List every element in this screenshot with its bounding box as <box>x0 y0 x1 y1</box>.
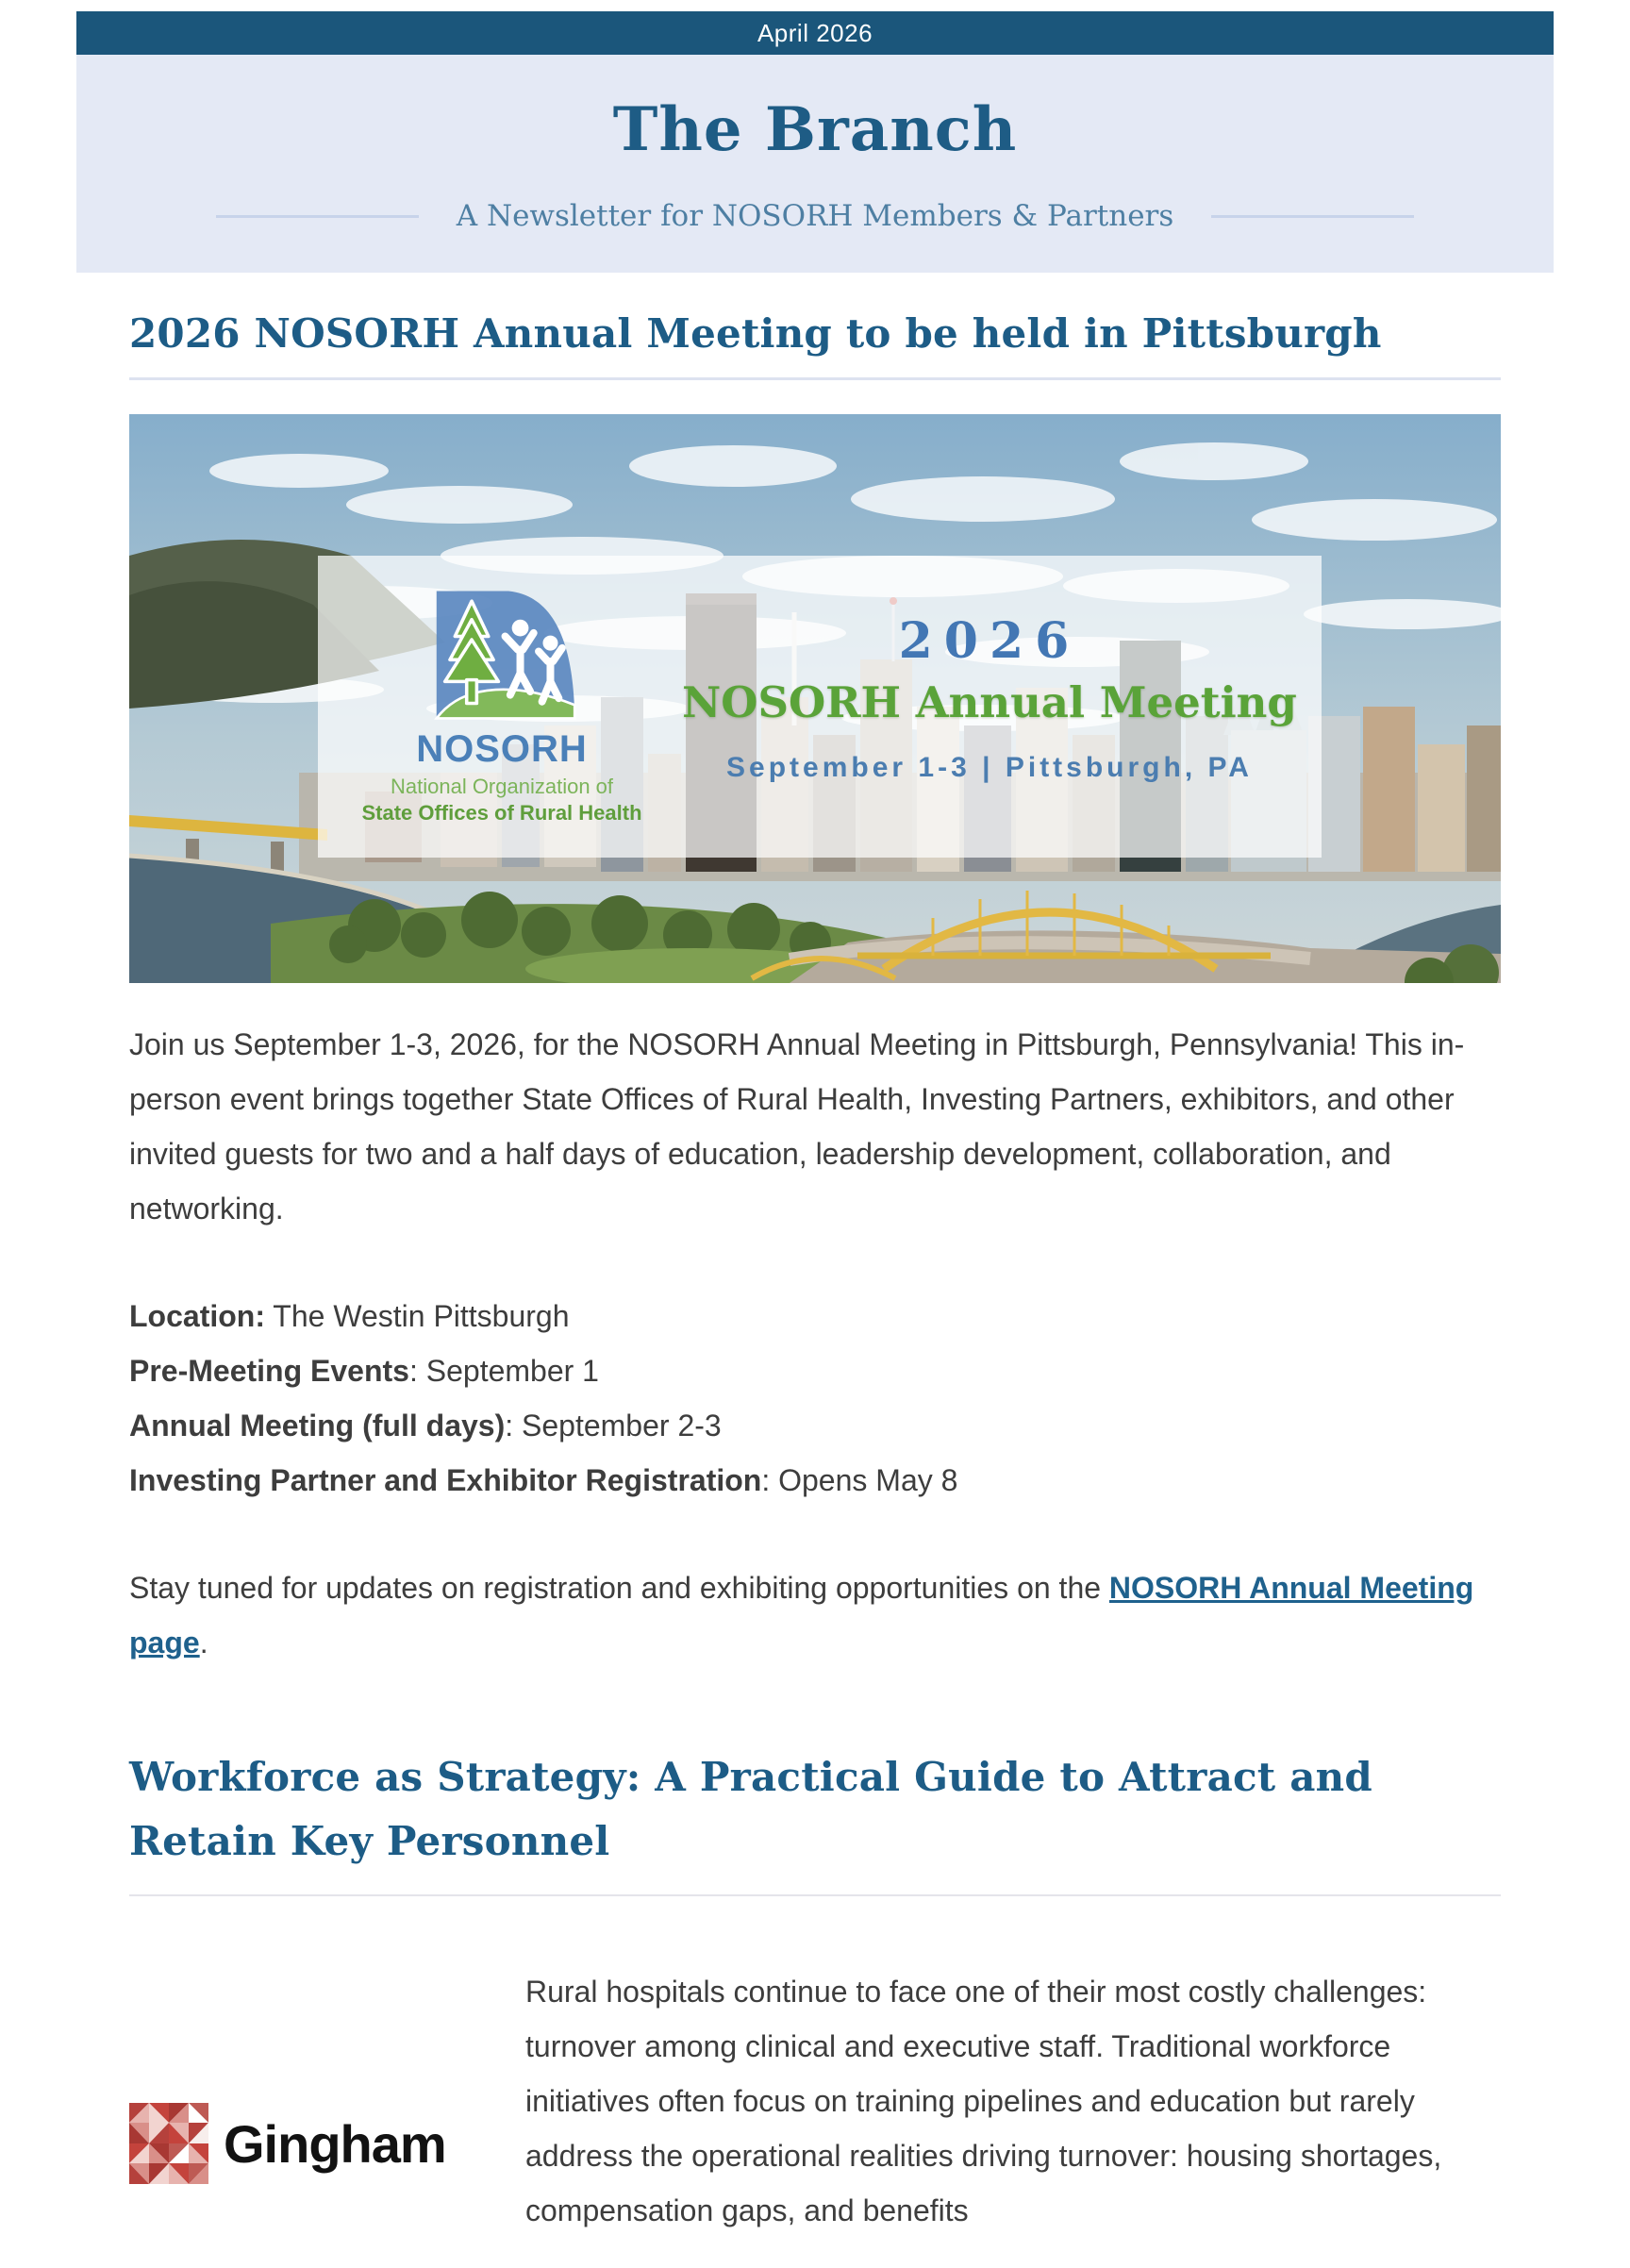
detail-annual-meeting: Annual Meeting (full days): September 2-3 <box>129 1409 722 1443</box>
pittsburgh-skyline-photo <box>129 414 1501 983</box>
article2-paragraph: Rural hospitals continue to face one of their most costly challenges: turnover among clinical and executive staff. Traditional workforce initiatives often focus on training pipelines and education but rarely address the operational realities driving turnover: housing shortages, compensation gaps, and benefits <box>525 1975 1442 2227</box>
hero-overlay-banner <box>318 556 1322 858</box>
issue-date: April 2026 <box>757 18 873 47</box>
hero-event-title: NOSORH Annual Meeting <box>682 677 1297 727</box>
subtitle-rule-right <box>1211 215 1414 218</box>
newsletter-container <box>76 11 1554 2268</box>
gingham-wordmark: Gingham <box>224 2113 446 2174</box>
nosorh-org-line1: National Organization of <box>390 775 614 798</box>
article2-divider <box>129 1894 1501 1896</box>
nosorh-logo-wordmark: NOSORH <box>416 728 588 770</box>
newsletter-title: The Branch <box>612 94 1018 165</box>
hero-event-dates: September 1-3 | Pittsburgh, PA <box>726 752 1253 783</box>
hero-event-year: 2026 <box>898 612 1081 670</box>
nosorh-org-line2: State Offices of Rural Health <box>361 801 642 825</box>
article2-heading: Workforce as Strategy: A Practical Guide to Attract and Retain Key Personnel <box>129 1754 1372 1864</box>
event-details-list <box>129 1289 1501 1508</box>
article2-body-section <box>129 1934 1501 2268</box>
masthead-subtitle-row <box>76 199 1554 233</box>
detail-registration: Investing Partner and Exhibitor Registration: Opens May 8 <box>129 1463 958 1497</box>
detail-premeeting: Pre-Meeting Events: September 1 <box>129 1354 599 1388</box>
gingham-logo <box>129 2019 525 2268</box>
detail-location: Location: The Westin Pittsburgh <box>129 1299 570 1333</box>
annual-meeting-page-link[interactable]: NOSORH Annual Meeting page <box>129 1571 1474 1659</box>
nosorh-logo-block <box>346 556 657 825</box>
newsletter-body <box>76 310 1554 2268</box>
issue-date-bar <box>76 11 1554 55</box>
subtitle-rule-left <box>216 215 419 218</box>
masthead <box>76 55 1554 273</box>
heading-divider <box>129 377 1501 380</box>
article1-outro-paragraph: Stay tuned for updates on registration and exhibiting opportunities on the NOSORH Annual Meeting page. <box>129 1571 1474 1659</box>
newsletter-subtitle: A Newsletter for NOSORH Members & Partners <box>456 199 1174 233</box>
nosorh-logo-icon <box>418 588 586 722</box>
article1-intro-paragraph: Join us September 1-3, 2026, for the NOSORH Annual Meeting in Pittsburgh, Pennsylvania! This in-person event brings together State Offices of Rural Health, Investing Partners, exhibitors, and other invited guests for two and a half days of education, leadership development, collaboration, and networking. <box>129 1027 1465 1226</box>
gingham-logo-icon <box>129 2103 208 2184</box>
article1-heading: 2026 NOSORH Annual Meeting to be held in Pittsburgh <box>129 310 1382 357</box>
hero-event-text <box>657 556 1322 784</box>
